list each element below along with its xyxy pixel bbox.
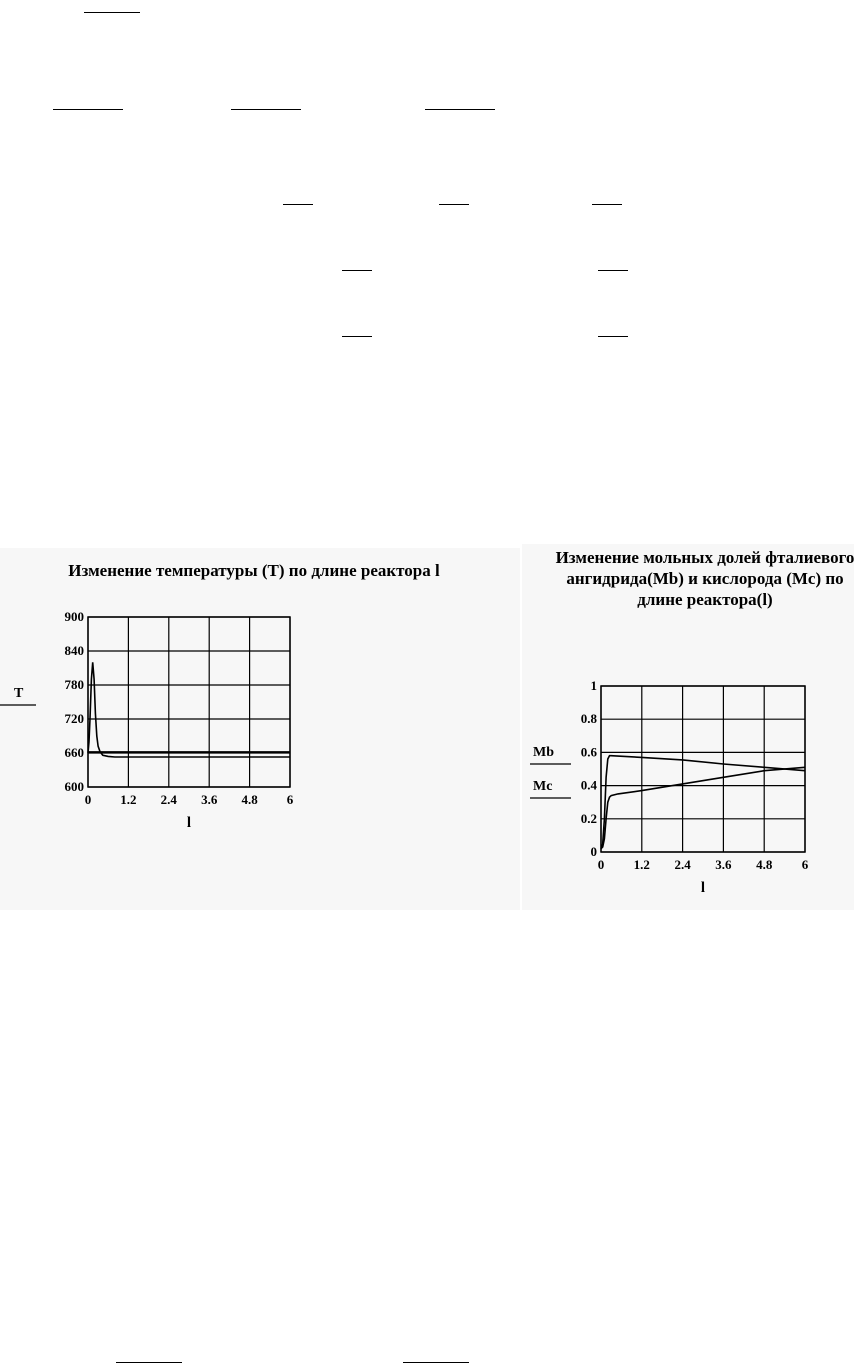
y-tick-label: 1	[590, 678, 597, 693]
series-line-Mc	[601, 767, 805, 848]
x-tick-label: 0	[84, 792, 92, 807]
y-axis-label: Mc	[533, 779, 553, 794]
x-tick-label: 2.4	[674, 857, 691, 872]
y-axis-label: Mb	[533, 745, 554, 760]
x-tick-label: 1.2	[120, 792, 137, 807]
x-tick-label: 2.4	[160, 792, 177, 807]
y-tick-label: 0.2	[580, 810, 597, 826]
x-axis-label: l	[700, 880, 706, 896]
y-tick-label: 780	[64, 677, 84, 692]
y-tick-label: 0.6	[580, 744, 597, 760]
molar-fraction-chart-title: Изменение мольных долей фталиевого ангидрида(Mb) и кислорода (Mc) по длине реактора(l)	[555, 548, 854, 609]
y-axis-label: T	[14, 686, 24, 701]
plot-frame	[88, 617, 290, 787]
x-tick-label: 3.6	[201, 792, 218, 807]
x-axis-label: l	[186, 815, 192, 831]
y-tick-label: 0.8	[580, 711, 597, 727]
series-line-T	[88, 662, 290, 757]
y-tick-label: 660	[64, 745, 84, 760]
x-tick-label: 4.8	[756, 857, 773, 872]
temperature-chart-title: Изменение температуры (Т) по длине реактора l	[68, 561, 440, 580]
x-tick-label: 1.2	[633, 857, 650, 872]
y-tick-label: 0	[590, 844, 597, 859]
y-tick-label: 0.4	[580, 777, 597, 793]
x-tick-label: 6	[801, 857, 809, 872]
plot-frame	[601, 686, 805, 852]
y-tick-label: 720	[64, 711, 84, 726]
x-tick-label: 6	[286, 792, 294, 807]
y-tick-label: 840	[64, 643, 84, 658]
y-tick-label: 600	[64, 779, 84, 794]
x-tick-label: 3.6	[715, 857, 732, 872]
x-tick-label: 4.8	[241, 792, 258, 807]
y-tick-label: 900	[64, 609, 84, 624]
x-tick-label: 0	[597, 857, 605, 872]
